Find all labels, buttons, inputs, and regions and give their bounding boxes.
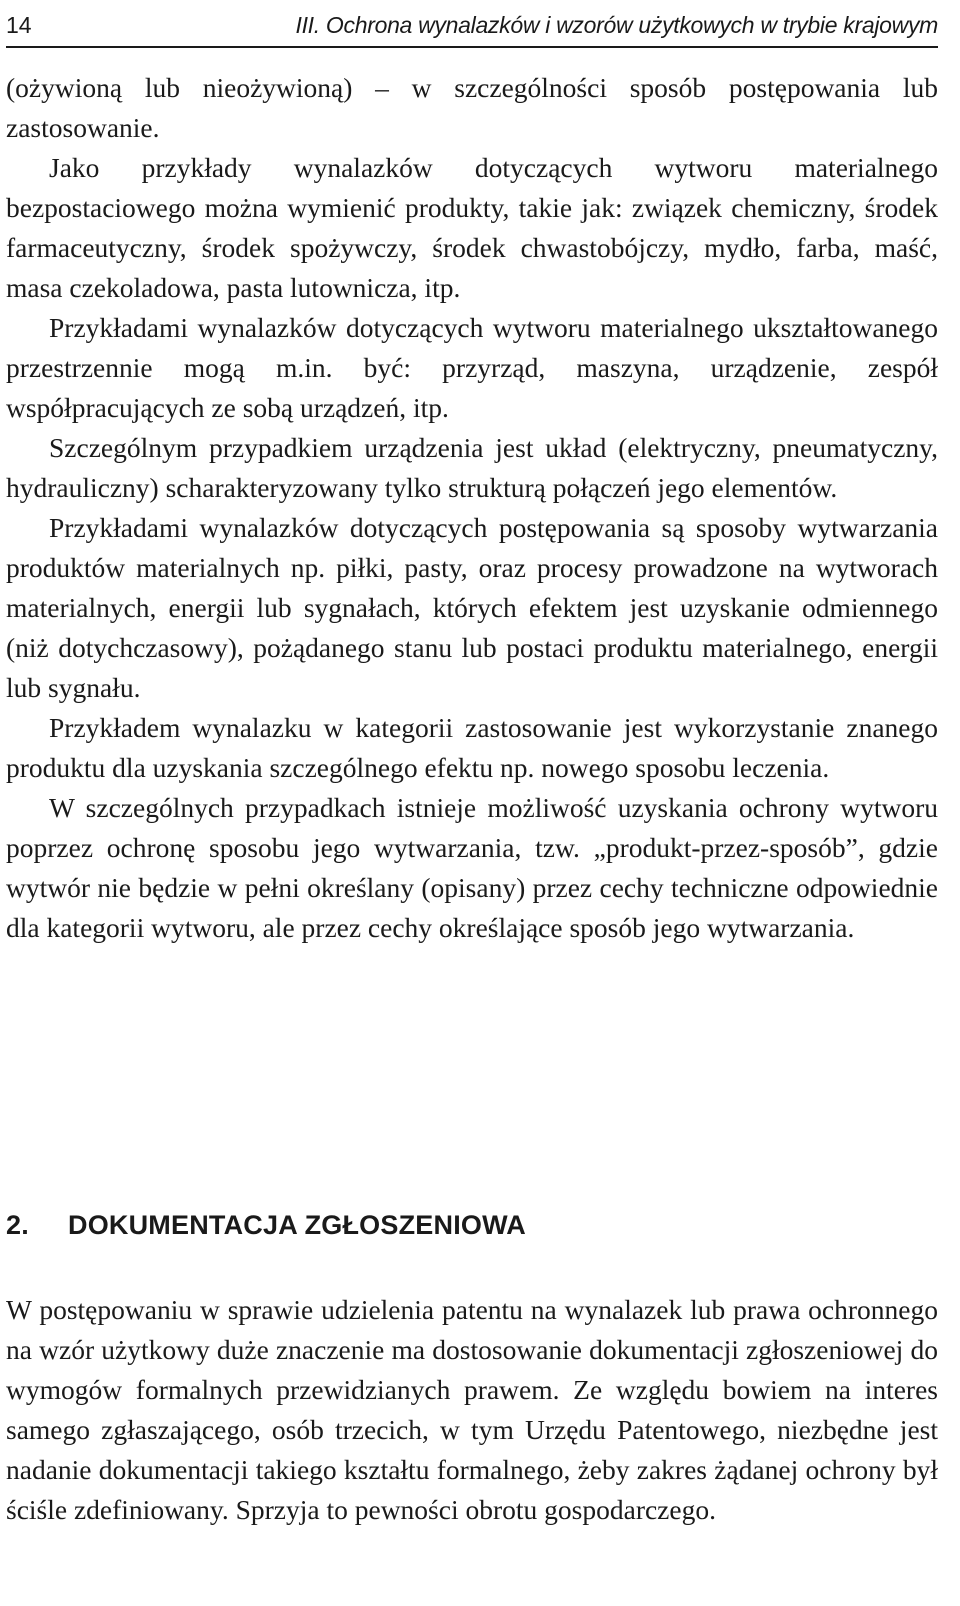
running-head-title: III. Ochrona wynalazków i wzorów użytkowych w trybie krajowym: [295, 12, 938, 38]
running-head: [6, 6, 938, 48]
paragraph: Przykładem wynalazku w kategorii zastosowanie jest wykorzystanie znanego produktu dla uzyskania szczególnego efektu np. nowego sposobu leczenia.: [6, 712, 938, 783]
body-text: [6, 68, 938, 948]
page-number: 14: [6, 12, 32, 38]
paragraph: Przykładami wynalazków dotyczących wytworu materialnego ukształtowanego przestrzennie mogą m.in. być: przyrząd, maszyna, urządzenie, zespół współpracujących ze sobą urządzeń, itp.: [6, 312, 938, 423]
section-title: DOKUMENTACJA ZGŁOSZENIOWA: [68, 1210, 526, 1240]
paragraph: Jako przykłady wynalazków dotyczących wytworu materialnego bezpostaciowego można wymienić produkty, takie jak: związek chemiczny, środek farmaceutyczny, środek spożywczy, środek chwastobójczy, mydło, farba, maść, masa czekoladowa, pasta lutownicza, itp.: [6, 152, 938, 303]
paragraph-continued: (ożywioną lub nieożywioną) – w szczególności sposób postępowania lub zastosowanie.: [6, 72, 938, 143]
section-paragraph: W postępowaniu w sprawie udzielenia patentu na wynalazek lub prawa ochronnego na wzór użytkowy duże znaczenie ma dostosowanie dokumentacji zgłoszeniowej do wymogów formalnych przewidzianych prawem. Ze względu bowiem na interes samego zgłaszającego, osób trzecich, w tym Urzędu Patentowego, niezbędne jest nadanie dokumentacji takiego kształtu formalnego, żeby zakres żądanej ochrony był ściśle zdefiniowany. Sprzyja to pewności obrotu gospodarczego.: [6, 1294, 938, 1525]
section-number: 2.: [6, 1210, 29, 1240]
paragraph: Szczególnym przypadkiem urządzenia jest układ (elektryczny, pneumatyczny, hydrauliczny) scharakteryzowany tylko strukturą połączeń jego elementów.: [6, 432, 938, 503]
section-body: [6, 1290, 938, 1530]
section-heading: [6, 1210, 526, 1241]
paragraph: Przykładami wynalazków dotyczących postępowania są sposoby wytwarzania produktów materialnych np. piłki, pasty, oraz procesy prowadzone na wytworach materialnych, energii lub sygnałach, których efektem jest uzyskanie odmiennego (niż dotychczasowy), pożądanego stanu lub postaci produktu materialnego, energii lub sygnału.: [6, 512, 938, 703]
paragraph: W szczególnych przypadkach istnieje możliwość uzyskania ochrony wytworu poprzez ochronę sposobu jego wytwarzania, tzw. „produkt-przez-sposób”, gdzie wytwór nie będzie w pełni określany (opisany) przez cechy techniczne odpowiednie dla kategorii wytworu, ale przez cechy określające sposób jego wytwarzania.: [6, 792, 938, 943]
